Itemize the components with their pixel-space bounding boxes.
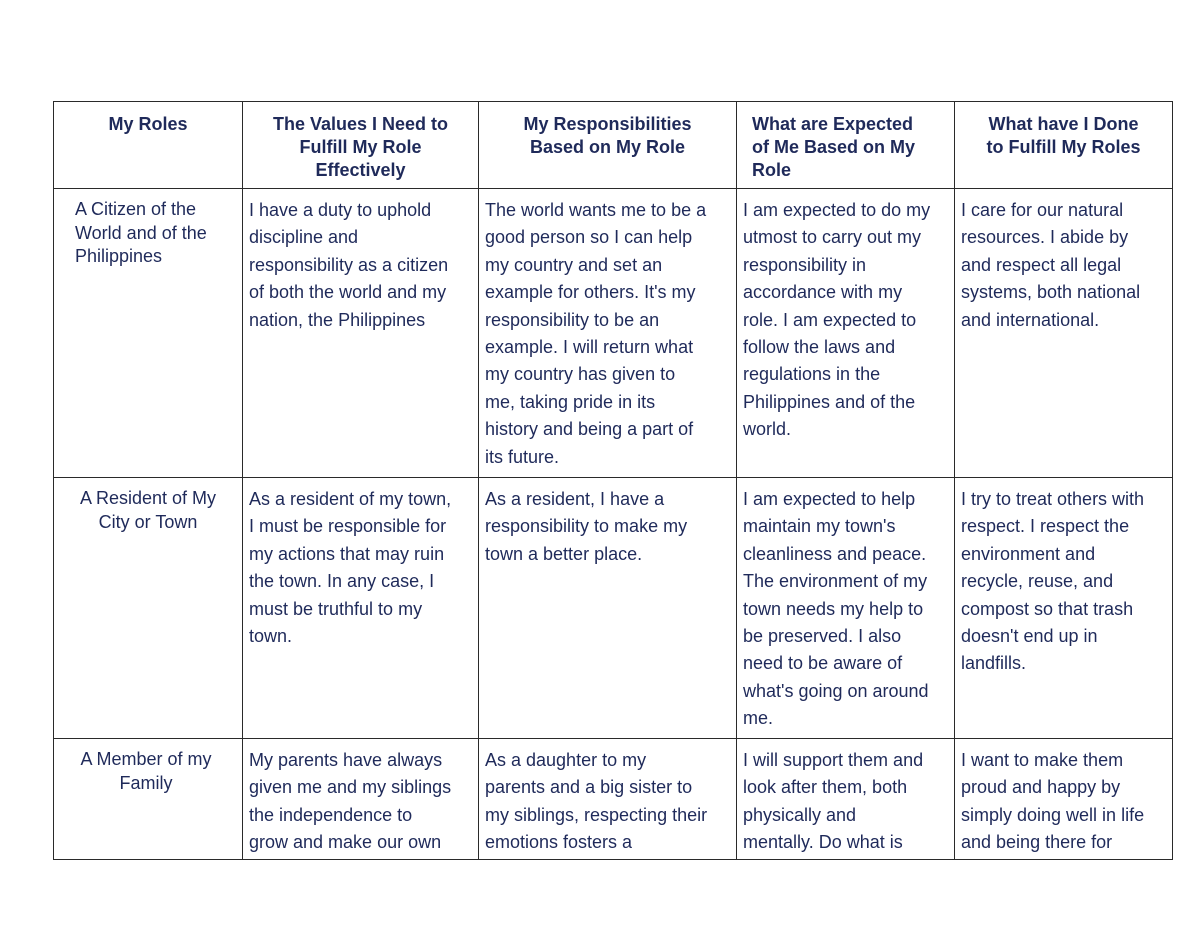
responsibilities-text: As a daughter to my parents and a big sister to my siblings, respecting their emotions fosters a — [485, 750, 708, 853]
header-values-text: The Values I Need to Fulfill My Role Effectively — [272, 114, 449, 180]
header-expected — [737, 102, 955, 189]
expected-cell — [737, 739, 955, 860]
role-text: A Member of my Family — [80, 749, 212, 793]
values-text: As a resident of my town, I must be responsible for my actions that may ruin the town. In any case, I must be truthful to my town. — [249, 489, 452, 647]
responsibilities-cell — [479, 478, 737, 739]
done-cell — [955, 739, 1173, 860]
responsibilities-text: As a resident, I have a responsibility to make my town a better place. — [485, 489, 688, 564]
done-text: I want to make them proud and happy by simply doing well in life and being there for — [961, 750, 1145, 853]
table-row — [54, 478, 1173, 739]
header-expected-text: What are Expected of Me Based on My Role — [752, 114, 916, 180]
role-cell — [54, 478, 243, 739]
role-text: A Resident of My City or Town — [79, 488, 217, 532]
table-row — [54, 189, 1173, 478]
done-cell — [955, 478, 1173, 739]
responsibilities-text: The world wants me to be a good person so I can help my country and set an example for others. It's my responsibility to be an example. I will return what my country has given to me, taking pride in its history and being a part of its future. — [485, 200, 707, 467]
values-text: I have a duty to uphold discipline and responsibility as a citizen of both the world and my nation, the Philippines — [249, 200, 449, 330]
values-cell — [243, 189, 479, 478]
header-done — [955, 102, 1173, 189]
responsibilities-cell — [479, 739, 737, 860]
header-values — [243, 102, 479, 189]
responsibilities-cell — [479, 189, 737, 478]
role-text: A Citizen of the World and of the Philippines — [75, 199, 207, 266]
header-my-roles-text: My Roles — [108, 114, 188, 134]
role-cell — [54, 189, 243, 478]
header-responsibilities-text: My Responsibilities Based on My Role — [523, 114, 692, 157]
values-cell — [243, 478, 479, 739]
expected-text: I will support them and look after them, both physically and mentally. Do what is — [743, 750, 924, 853]
roles-table — [53, 101, 1173, 860]
role-cell — [54, 739, 243, 860]
values-cell — [243, 739, 479, 860]
done-text: I care for our natural resources. I abide by and respect all legal systems, both national and international. — [961, 200, 1141, 330]
expected-cell — [737, 189, 955, 478]
header-my-roles — [54, 102, 243, 189]
done-cell — [955, 189, 1173, 478]
header-done-text: What have I Done to Fulfill My Roles — [986, 114, 1141, 157]
expected-cell — [737, 478, 955, 739]
table-row — [54, 739, 1173, 860]
expected-text: I am expected to do my utmost to carry out my responsibility in accordance with my role. I am expected to follow the laws and regulations in the Philippines and of the world. — [743, 200, 931, 440]
done-text: I try to treat others with respect. I respect the environment and recycle, reuse, and compost so that trash doesn't end up in landfills. — [961, 489, 1145, 674]
header-responsibilities — [479, 102, 737, 189]
values-text: My parents have always given me and my siblings the independence to grow and make our own — [249, 750, 452, 853]
expected-text: I am expected to help maintain my town's cleanliness and peace. The environment of my town needs my help to be preserved. I also need to be aware of what's going on around me. — [743, 489, 929, 729]
table-header-row — [54, 102, 1173, 189]
